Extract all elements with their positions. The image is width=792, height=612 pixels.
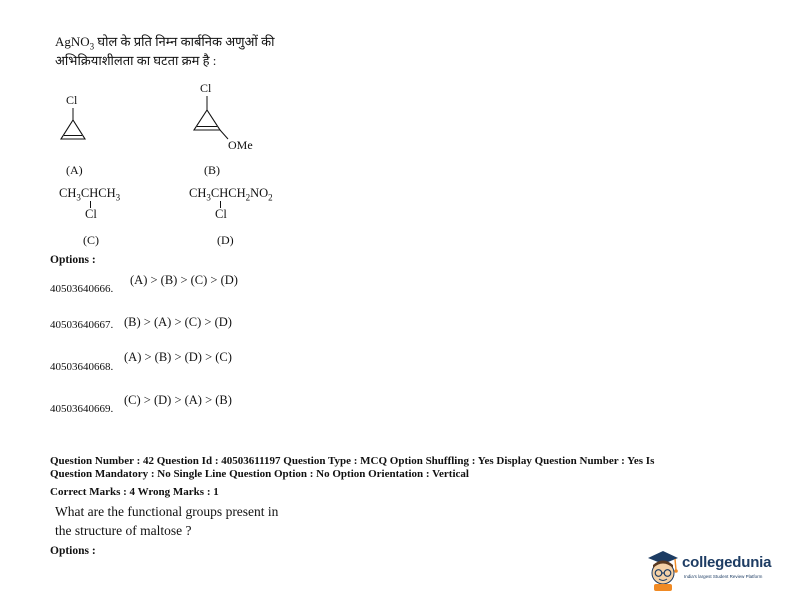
option-2-id: 40503640667. xyxy=(50,319,114,331)
logo-tagline: India's largest Student Review Platform xyxy=(684,574,763,579)
structure-d-cl: Cl xyxy=(215,207,227,221)
question-marks: Correct Marks : 4 Wrong Marks : 1 xyxy=(50,486,219,498)
structure-b-drawing xyxy=(182,76,272,156)
structure-b-label: (B) xyxy=(204,163,220,177)
option-4-id: 40503640669. xyxy=(50,403,114,415)
structure-b-ome-bond xyxy=(220,130,228,139)
option-1-text[interactable]: (A) > (B) > (C) > (D) xyxy=(130,273,238,287)
question-line-2: अभिक्रियाशीलता का घटता क्रम है : xyxy=(55,53,217,68)
question-stem-line-2: the structure of maltose ? xyxy=(55,523,192,538)
option-2-text[interactable]: (B) > (A) > (C) > (D) xyxy=(124,315,232,329)
option-3-id: 40503640668. xyxy=(50,361,114,373)
logo-wordmark: collegedunia xyxy=(682,554,772,571)
option-3-text[interactable]: (A) > (B) > (D) > (C) xyxy=(124,350,232,364)
structure-d-label: (D) xyxy=(217,233,234,247)
structure-a-ring xyxy=(61,120,85,139)
question-meta-line-2: Question Mandatory : No Single Line Question Option : No Option Orientation : Vertical xyxy=(50,468,469,480)
structure-c-label: (C) xyxy=(83,233,99,247)
structure-d-formula: $CH_3CHCH_2NO_2$ xyxy=(189,186,273,203)
structure-a-label: (A) xyxy=(66,163,83,177)
question-stem-line-1: What are the functional groups present in xyxy=(55,504,279,519)
structure-a-drawing xyxy=(52,88,102,150)
question-meta-line-1: Question Number : 42 Question Id : 40503611197 Question Type : MCQ Option Shuffling : Yes Display Question Number : Yes Is xyxy=(50,455,655,467)
options-label: Options : xyxy=(50,254,96,266)
structure-b-cl: Cl xyxy=(200,81,212,95)
structure-b-ome: OMe xyxy=(228,138,253,152)
next-options-label: Options : xyxy=(50,545,96,557)
option-1-id: 40503640666. xyxy=(50,283,114,295)
mascot-icon xyxy=(644,548,682,592)
collegedunia-watermark xyxy=(644,548,792,594)
structure-c-formula: $CH_3CHCH_3$ xyxy=(59,186,121,203)
question-line-1: AgNO$_3$ घोल के प्रति निम्न कार्बनिक अणुओं की xyxy=(55,34,275,52)
option-4-text[interactable]: (C) > (D) > (A) > (B) xyxy=(124,393,232,407)
structure-c-cl: Cl xyxy=(85,207,97,221)
structure-a-cl: Cl xyxy=(66,93,78,107)
